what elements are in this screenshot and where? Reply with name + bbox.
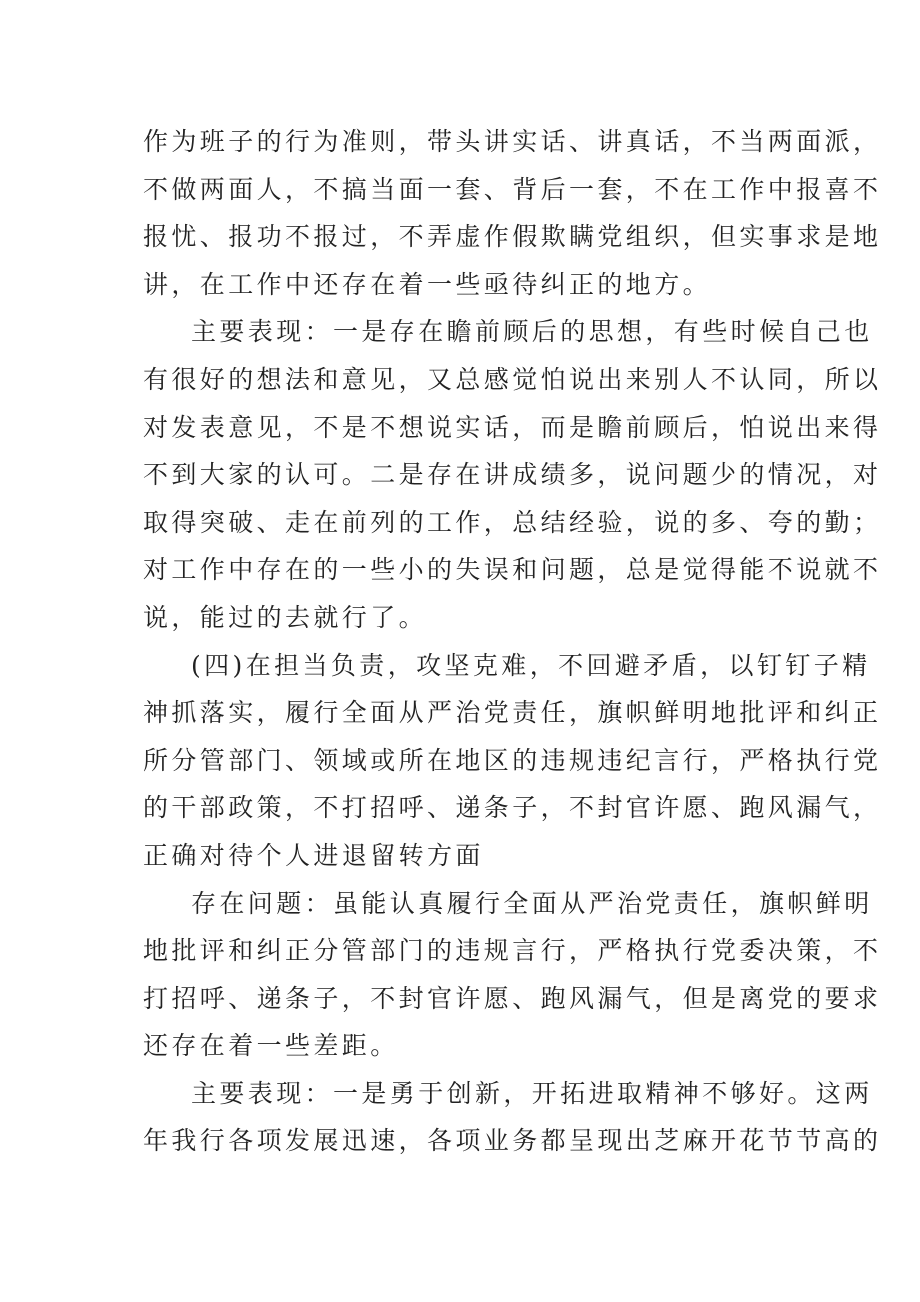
text-line: 所分管部门、领域或所在地区的违规违纪言行，严格执行党 xyxy=(143,745,882,775)
text-line: 存在问题：虽能认真履行全面从严治党责任，旗帜鲜明 xyxy=(191,888,873,918)
document-body xyxy=(143,118,882,1165)
text-line: 正确对待个人进退留转方面 xyxy=(143,840,484,870)
text-line: 年我行各项发展迅速，各项业务都呈现出芝麻开花节节高的 xyxy=(143,1126,882,1156)
text-line: 的干部政策，不打招呼、递条子，不封官许愿、跑风漏气， xyxy=(143,793,882,823)
text-line: 作为班子的行为准则，带头讲实话、讲真话，不当两面派， xyxy=(143,127,882,156)
text-line: 对工作中存在的一些小的失误和问题，总是觉得能不说就不 xyxy=(143,555,882,585)
text-line: 报忧、报功不报过，不弄虚作假欺瞒党组织，但实事求是地 xyxy=(143,222,882,252)
text-line: 打招呼、递条子，不封官许愿、跑风漏气，但是离党的要求 xyxy=(143,983,882,1013)
text-line: (四)在担当负责，攻坚克难，不回避矛盾，以钉钉子精 xyxy=(191,650,871,680)
text-line: 取得突破、走在前列的工作，总结经验，说的多、夸的勤； xyxy=(143,507,882,537)
text-line: 有很好的想法和意见，又总感觉怕说出来别人不认同，所以 xyxy=(143,364,882,394)
text-line: 地批评和纠正分管部门的违规言行，严格执行党委决策，不 xyxy=(143,936,882,966)
text-line: 还存在着一些差距。 xyxy=(143,1031,399,1061)
text-line: 对发表意见，不是不想说实话，而是瞻前顾后，怕说出来得 xyxy=(143,412,882,442)
text-line: 说，能过的去就行了。 xyxy=(143,602,428,632)
text-line: 主要表现：一是勇于创新，开拓进取精神不够好。这两 xyxy=(191,1078,873,1108)
text-line: 讲，在工作中还存在着一些亟待纠正的地方。 xyxy=(143,269,712,299)
text-line: 主要表现：一是存在瞻前顾后的思想，有些时候自己也 xyxy=(191,317,873,347)
text-line: 神抓落实，履行全面从严治党责任，旗帜鲜明地批评和纠正 xyxy=(143,698,882,728)
text-line: 不做两面人，不搞当面一套、背后一套，不在工作中报喜不 xyxy=(143,174,882,204)
text-line: 不到大家的认可。二是存在讲成绩多，说问题少的情况，对 xyxy=(143,460,882,490)
